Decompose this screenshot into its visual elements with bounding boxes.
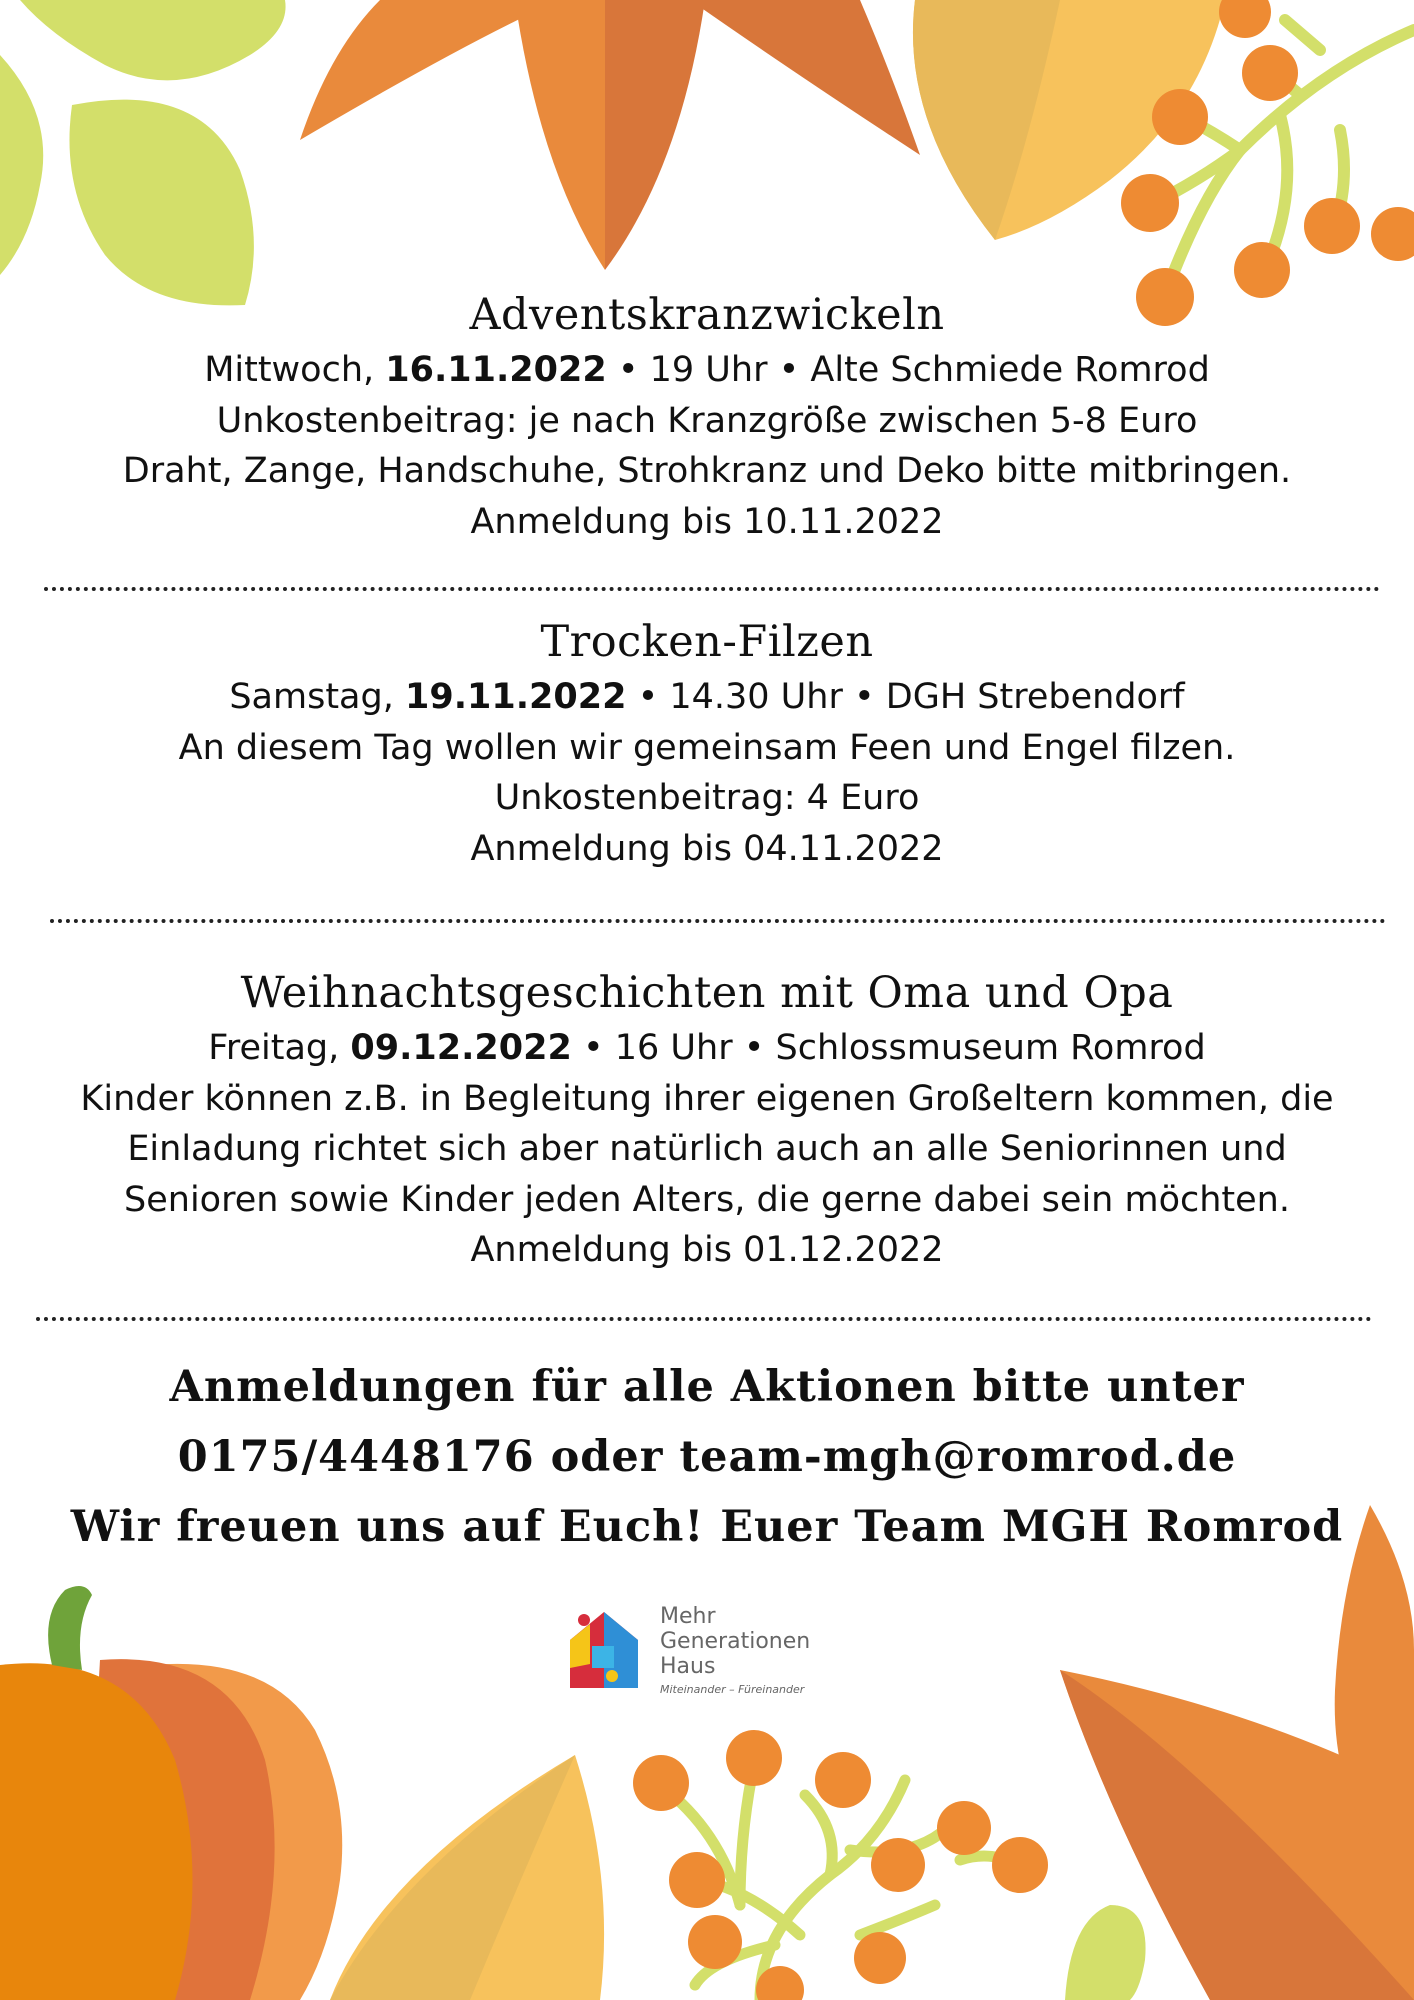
event-trocken-filzen [0,612,1414,874]
event-info-line: Unkostenbeitrag: 4 Euro [494,778,920,818]
event-info-line: Draht, Zange, Handschuhe, Strohkranz und Deko bitte mitbringen. [122,451,1292,491]
event-date-line [0,345,1414,396]
pumpkin-stem-icon [48,1586,92,1670]
event-title: Adventskranzwickeln [469,290,945,340]
logo-line: Generationen [660,1629,811,1654]
event-registration-deadline: Anmeldung bis 10.11.2022 [470,501,944,542]
green-leaf-icon [0,55,43,275]
dotted-separator [44,587,1380,591]
event-weihnachtsgeschichten [0,963,1414,1276]
event-date: 19.11.2022 [405,677,627,717]
event-day: Mittwoch, [204,350,375,390]
event-title: Trocken-Filzen [540,617,874,667]
event-date-line [0,1023,1414,1074]
contact-phone-email: 0175/4448176 oder team-mgh@romrod.de [177,1432,1237,1482]
orange-petal-icon [515,0,605,270]
logo-tagline: Miteinander – Füreinander [660,1683,805,1696]
contact-block [0,1352,1414,1562]
logo-line: Haus [660,1654,716,1679]
event-day: Freitag, [208,1028,340,1068]
event-registration-deadline: Anmeldung bis 01.12.2022 [470,1230,944,1270]
mgh-logo [562,1604,822,1700]
event-adventskranzwickeln [0,285,1414,547]
event-date-line [0,672,1414,723]
event-details: • 19 Uhr • Alte Schmiede Romrod [617,350,1210,390]
logo-line: Mehr [660,1604,716,1629]
contact-greeting: Wir freuen uns auf Euch! Euer Team MGH Romrod [70,1502,1344,1552]
house-puzzle-icon [562,1606,646,1690]
contact-heading: Anmeldungen für alle Aktionen bitte unter [169,1362,1245,1412]
green-leaf-icon [69,100,253,306]
event-details: • 14.30 Uhr • DGH Strebendorf [637,677,1185,717]
dotted-separator [50,919,1386,923]
event-registration-deadline: Anmeldung bis 04.11.2022 [470,828,944,869]
logo-text [660,1604,810,1696]
event-title: Weihnachtsgeschichten mit Oma und Opa [240,968,1174,1018]
event-date: 09.12.2022 [350,1028,572,1068]
dotted-separator [36,1317,1372,1321]
event-day: Samstag, [229,677,394,717]
event-info-line: Einladung richtet sich aber natürlich auch an alle Seniorinnen und [127,1129,1287,1169]
event-info-line: Senioren sowie Kinder jeden Alters, die gerne dabei sein möchten. [124,1179,1290,1220]
green-leaf-icon [20,0,286,80]
event-date: 16.11.2022 [385,350,607,390]
event-details: • 16 Uhr • Schlossmuseum Romrod [582,1028,1206,1068]
green-leaf-icon [1065,1905,1146,2000]
event-info-line: Unkostenbeitrag: je nach Kranzgröße zwischen 5-8 Euro [216,400,1198,441]
orange-petal-icon [605,0,705,270]
orange-petal-icon [690,0,920,155]
event-info-line: An diesem Tag wollen wir gemeinsam Feen und Engel filzen. [178,727,1236,768]
event-info-line: Kinder können z.B. in Begleitung ihrer eigenen Großeltern kommen, die [80,1078,1334,1119]
